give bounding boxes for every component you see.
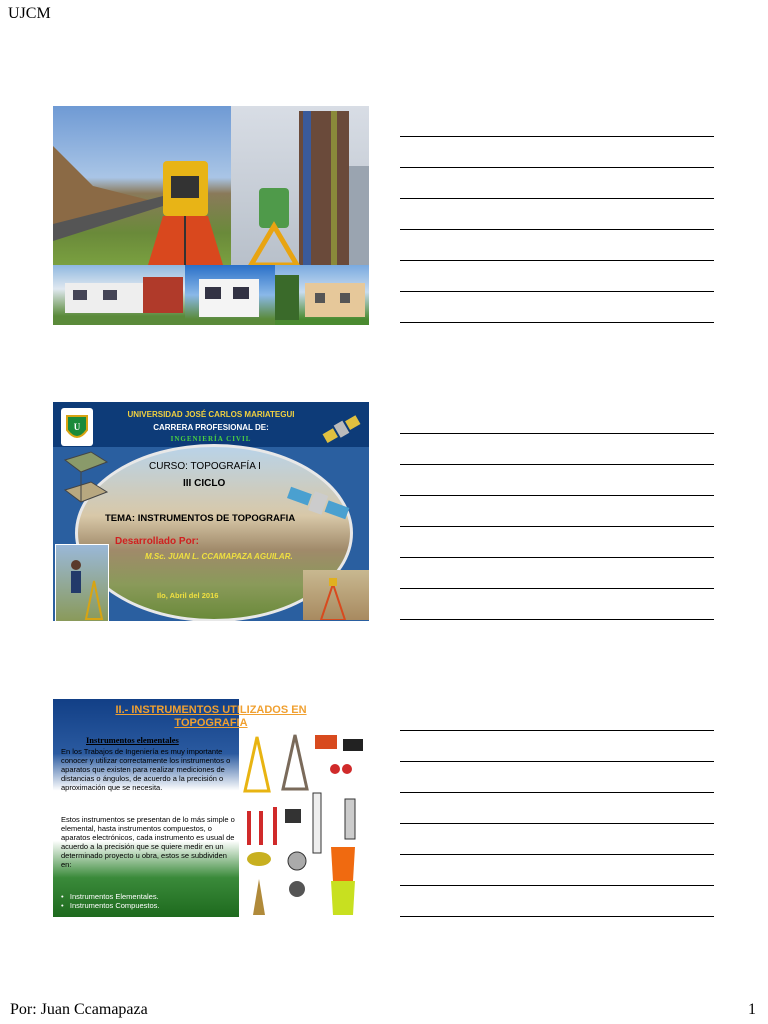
gps-receiver-icon — [231, 106, 369, 265]
page-header: UJCM — [8, 5, 51, 22]
house-photo-2 — [185, 265, 275, 325]
bullet-list — [61, 892, 160, 910]
slide-title: II.- INSTRUMENTOS UTILIZADOS EN TOPOGRAFIA — [115, 704, 307, 729]
satellite-icon-2 — [285, 474, 357, 539]
university-name: UNIVERSIDAD JOSÉ CARLOS MARIATEGUI — [127, 410, 295, 419]
course-label: CURSO: TOPOGRAFÍA I — [149, 461, 261, 472]
faculty-name: INGENIERÍA CIVIL — [170, 435, 252, 443]
total-station-icon — [53, 106, 231, 265]
page-number: 1 — [748, 1001, 756, 1018]
career-label: CARRERA PROFESIONAL DE: — [153, 423, 269, 432]
building-survey-photo — [231, 106, 369, 265]
slide-subtitle: Instrumentos elementales — [86, 735, 179, 745]
house-photo-1 — [53, 265, 185, 325]
surveyor-photo — [55, 544, 109, 621]
bullet-item: • Instrumentos Elementales. — [61, 892, 159, 901]
satellite-icon — [321, 410, 363, 455]
slide-3-instruments — [53, 699, 369, 917]
road-survey-photo — [53, 106, 231, 265]
bullet-item: • Instrumentos Compuestos. — [61, 901, 160, 910]
cycle-label: III CICLO — [183, 478, 226, 489]
topic-label: TEMA: INSTRUMENTOS DE TOPOGRAFIA — [105, 513, 296, 524]
paragraph-1: En los Trabajos de Ingeniería es muy importante conocer y utilizar correctamente los instrumentos o aparatos que existen para realizar mediciones de distancias o ángulos, de acuerdo a la precisión o aproximación que se necesita. — [61, 747, 231, 792]
author-name: M.Sc. JUAN L. CCAMAPAZA AGUILAR. — [145, 552, 293, 561]
field-survey-photo — [303, 570, 369, 620]
house-photo-3 — [275, 265, 369, 325]
date-label: Ilo, Abril del 2016 — [157, 591, 219, 600]
slide-1-photo-collage — [53, 106, 369, 325]
footer-author: Por: Juan Ccamapaza — [10, 1001, 148, 1018]
developed-by-label: Desarrollado Por: — [115, 536, 199, 547]
slide-2-title — [53, 402, 369, 621]
svg-text:U: U — [73, 422, 81, 432]
survey-diagram-image — [61, 450, 113, 506]
paragraph-2: Estos instrumentos se presentan de lo más simple o elemental, hasta instrumentos compuestos, o aparatos electrónicos, cada instrumento es usual de acuerdo a la precisión que se quiere medir en un determinado proyecto u obra, estos se subdividen en: — [61, 815, 235, 869]
instruments-image — [239, 729, 369, 917]
